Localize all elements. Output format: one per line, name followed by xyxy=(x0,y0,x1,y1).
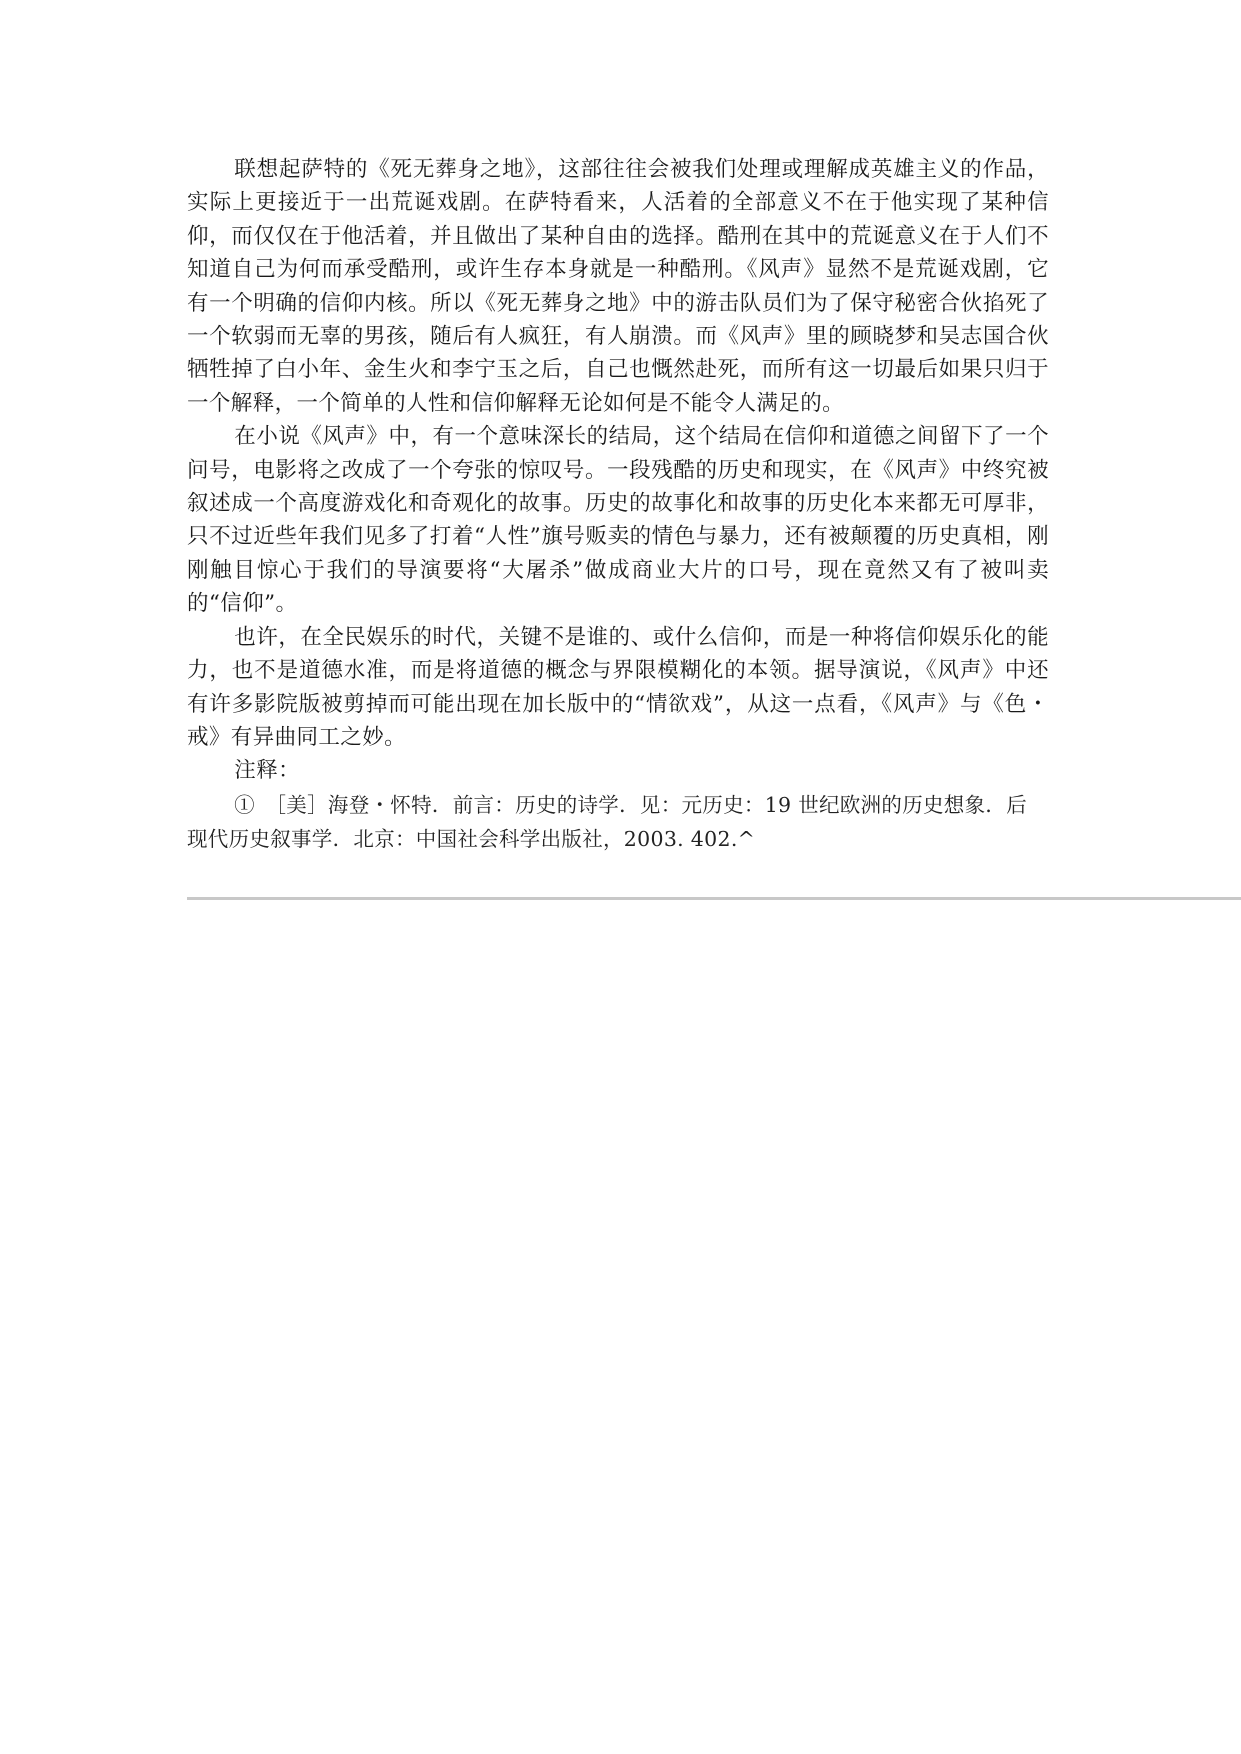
horizontal-divider xyxy=(187,897,1241,900)
body-text xyxy=(187,153,1049,856)
paragraph-entertainment: 也许，在全民娱乐的时代，关键不是谁的、或什么信仰，而是一种将信仰娱乐化的能力，也不是道德水准，而是将道德的概念与界限模糊化的本领。据导演说，《风声》中还有许多影院版被剪掉而可能出现在加长版中的“情欲戏”，从这一点看，《风声》与《色・戒》有异曲同工之妙。 xyxy=(187,624,1049,750)
footnote: ① ［美］海登・怀特．前言：历史的诗学．见：元历史：19 世纪欧洲的历史想象．后现代历史叙事学．北京：中国社会科学出版社，2003. 402.^ xyxy=(187,792,1027,851)
paragraph-sartre: 联想起萨特的《死无葬身之地》，这部往往会被我们处理或理解成英雄主义的作品，实际上更接近于一出荒诞戏剧。在萨特看来，人活着的全部意义不在于他实现了某种信仰，而仅仅在于他活着，并且做出了某种自由的选择。酷刑在其中的荒诞意义在于人们不知道自己为何而承受酷刑，或许生存本身就是一种酷刑。《风声》显然不是荒诞戏剧，它有一个明确的信仰内核。所以《死无葬身之地》中的游击队员们为了保守秘密合伙掐死了一个软弱而无辜的男孩，随后有人疯狂，有人崩溃。而《风声》里的顾晓梦和吴志国合伙牺牲掉了白小年、金生火和李宁玉之后，自己也慨然赴死，而所有这一切最后如果只归于一个解释，一个简单的人性和信仰解释无论如何是不能令人满足的。 xyxy=(187,157,1049,416)
paragraph-novel-ending: 在小说《风声》中，有一个意味深长的结局，这个结局在信仰和道德之间留下了一个问号，电影将之改成了一个夸张的惊叹号。一段残酷的历史和现实，在《风声》中终究被叙述成一个高度游戏化和奇观化的故事。历史的故事化和故事的历史化本来都无可厚非，只不过近些年我们见多了打着“人性”旗号贩卖的情色与暴力，还有被颠覆的历史真相，刚刚触目惊心于我们的导演要将“大屠杀”做成商业大片的口号，现在竟然又有了被叫卖的“信仰”。 xyxy=(187,424,1049,617)
notes-label: 注释： xyxy=(234,758,300,784)
